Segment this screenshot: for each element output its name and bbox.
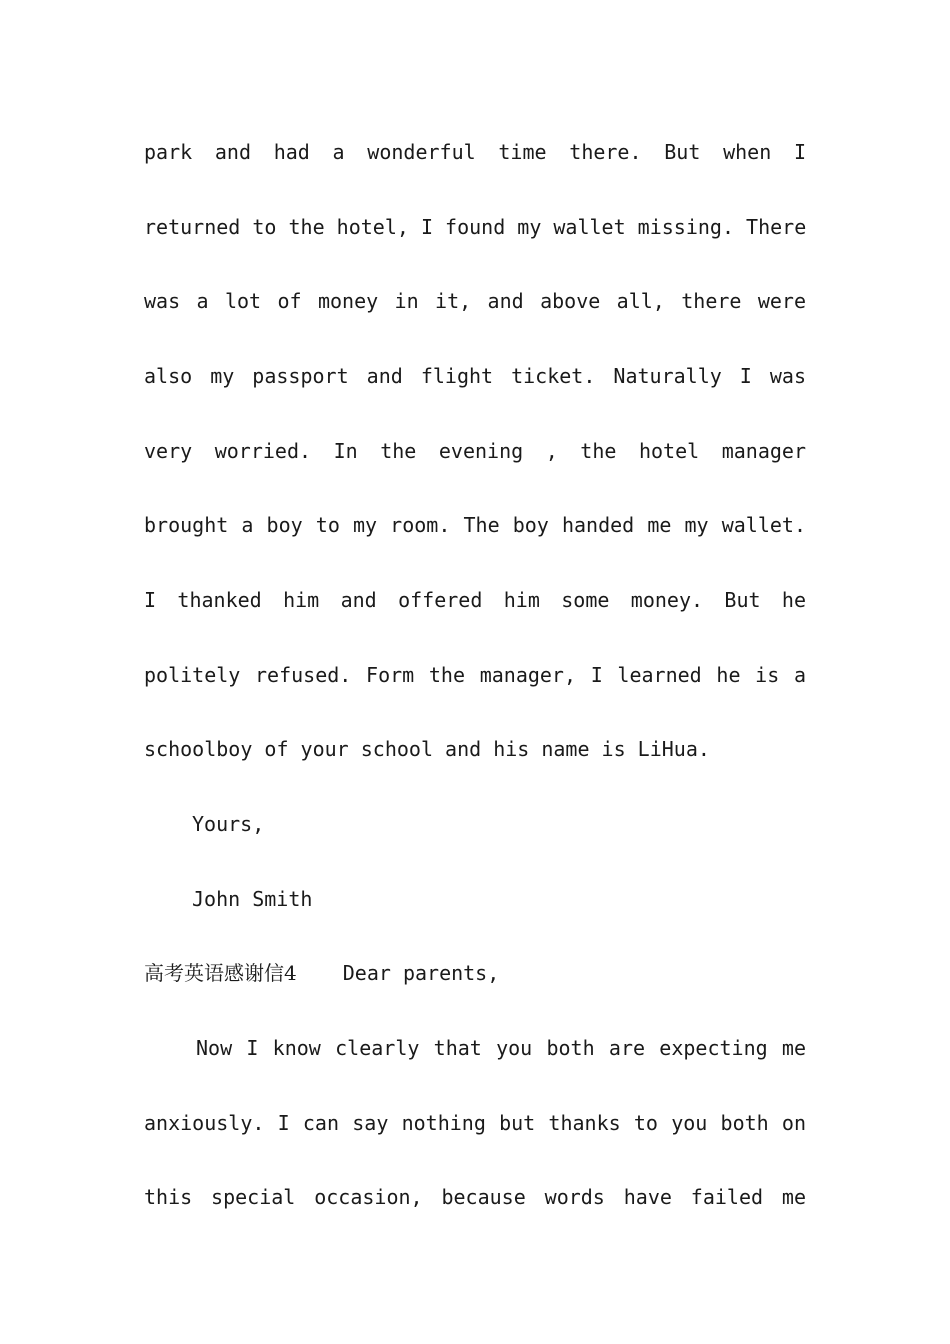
body-line-9: schoolboy of your school and his name is LiHua.	[144, 737, 710, 761]
body-line-5: very worried. In the evening , the hotel manager	[144, 439, 806, 463]
body-line-10: Now I know clearly that you both are expecting me	[196, 1036, 806, 1060]
body-line-2: returned to the hotel, I found my wallet missing. There	[144, 215, 807, 239]
body-line-6: brought a boy to my room. The boy handed me my wallet.	[144, 513, 806, 537]
closing: Yours,	[192, 812, 265, 836]
body-line-8: politely refused. Form the manager, I learned he is a	[144, 663, 806, 687]
body-line-4: also my passport and flight ticket. Naturally I was	[144, 364, 806, 388]
salutation: Dear parents,	[342, 961, 500, 985]
body-line-12: this special occasion, because words have failed me	[144, 1185, 806, 1209]
letter-heading-row	[144, 958, 806, 988]
body-line-1: park and had a wonderful time there. But when I	[144, 140, 806, 164]
letter-heading: 高考英语感谢信4	[144, 961, 297, 985]
body-line-3: was a lot of money in it, and above all, there were	[144, 289, 806, 313]
body-line-11: anxiously. I can say nothing but thanks to you both on	[144, 1111, 806, 1135]
signature: John Smith	[192, 887, 313, 911]
body-line-7: I thanked him and offered him some money. But he	[144, 588, 806, 612]
